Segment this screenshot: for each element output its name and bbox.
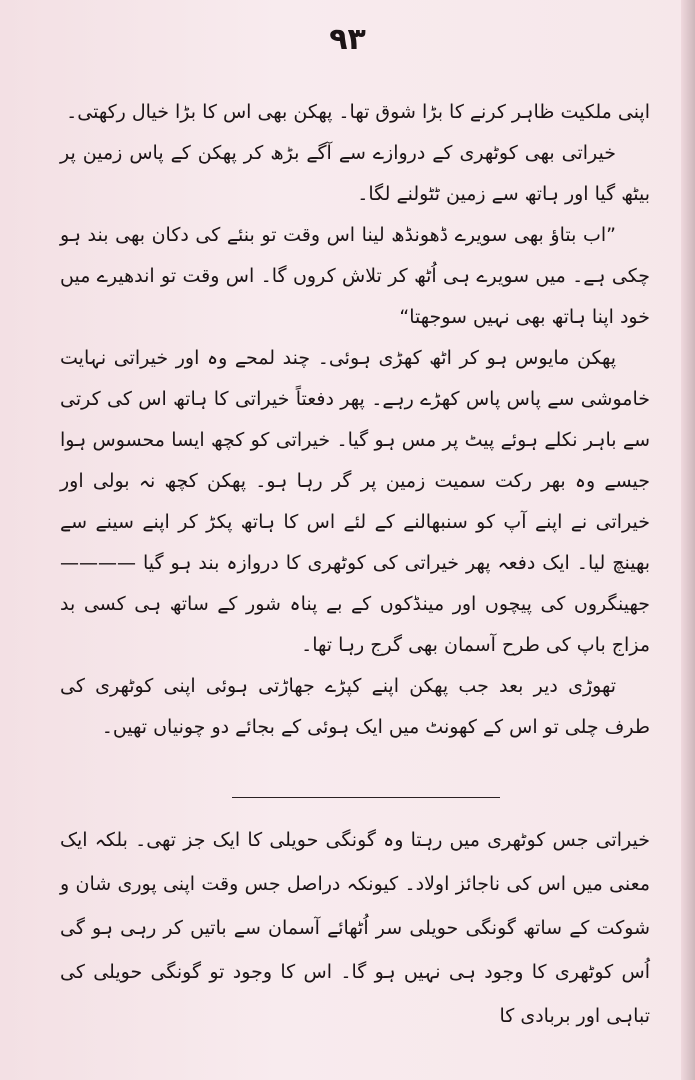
- footnote: [60, 818, 650, 1038]
- paragraph-1: اپنی ملکیت ظاہر کرنے کا بڑا شوق تھا۔ پھکن بھی اس کا بڑا خیال رکھتی۔: [66, 101, 650, 123]
- paragraph-3: ”اب بتاؤ بھی سویرے ڈھونڈھ لینا اس وقت تو بنئے کی دکان بھی بند ہو چکی ہے۔ میں سویرے ہی اُٹھ کر تلاش کروں گا۔ اس وقت تو اندھیرے میں خود اپنا ہاتھ بھی نہیں سوجھتا“: [60, 224, 650, 328]
- page-number: ۹۳: [329, 22, 366, 57]
- paragraph-5: تھوڑی دیر بعد جب پھکن اپنے کپڑے جھاڑتی ہوئی اپنی کوٹھری کی طرف چلی تو اس کے کھونٹ میں ایک ہوئی کے بجائے دو چونیاں تھیں۔: [60, 675, 650, 738]
- main-text: [60, 92, 650, 748]
- footnote-text: خیراتی جس کوٹھری میں رہتا وہ گونگی حویلی کا ایک جز تھی۔ بلکہ ایک معنی میں اس کی ناجائز اولاد۔ کیونکہ دراصل جس وقت اپنی پوری شان و شوکت کے ساتھ گونگی حویلی سر اُٹھائے آسمان سے باتیں کر رہی ہو گی اُس کوٹھری کا وجود ہی نہیں ہو گا۔ اس کا وجود تو گونگی حویلی کی تباہی اور بربادی کا: [60, 829, 650, 1027]
- paragraph-2: خیراتی بھی کوٹھری کے دروازے سے آگے بڑھ کر پھکن کے پاس زمین پر بیٹھ گیا اور ہاتھ سے زمین ٹٹولنے لگا۔: [60, 142, 650, 205]
- paragraph-4: پھکن مایوس ہو کر اٹھ کھڑی ہوئی۔ چند لمحے وہ اور خیراتی نہایت خاموشی سے پاس پاس کھڑے رہے۔ پھر دفعتاً خیراتی کا ہاتھ اس کی کرتی سے باہر نکلے ہوئے پیٹ پر مس ہو گیا۔ خیراتی کو کچھ ایسا محسوس ہوا جیسے وہ بھر رکت سمیت زمین پر گر رہا ہو۔ پھکن کچھ نہ بولی اور خیراتی نے اپنے آپ کو سنبھالنے کے لئے اس کا ہاتھ پکڑ کر اپنے سینے سے بھینچ لیا۔ ایک دفعہ پھر خیراتی کی کوٹھری کا دروازہ بند ہو گیا ———— جھینگروں کی پیچوں اور مینڈکوں کے بے پناہ شور کے ساتھ ہی کسی بد مزاج باپ کی طرح آسمان بھی گرج رہا تھا۔: [60, 347, 650, 656]
- footnote-divider: [232, 797, 500, 798]
- page-edge: [681, 0, 695, 1080]
